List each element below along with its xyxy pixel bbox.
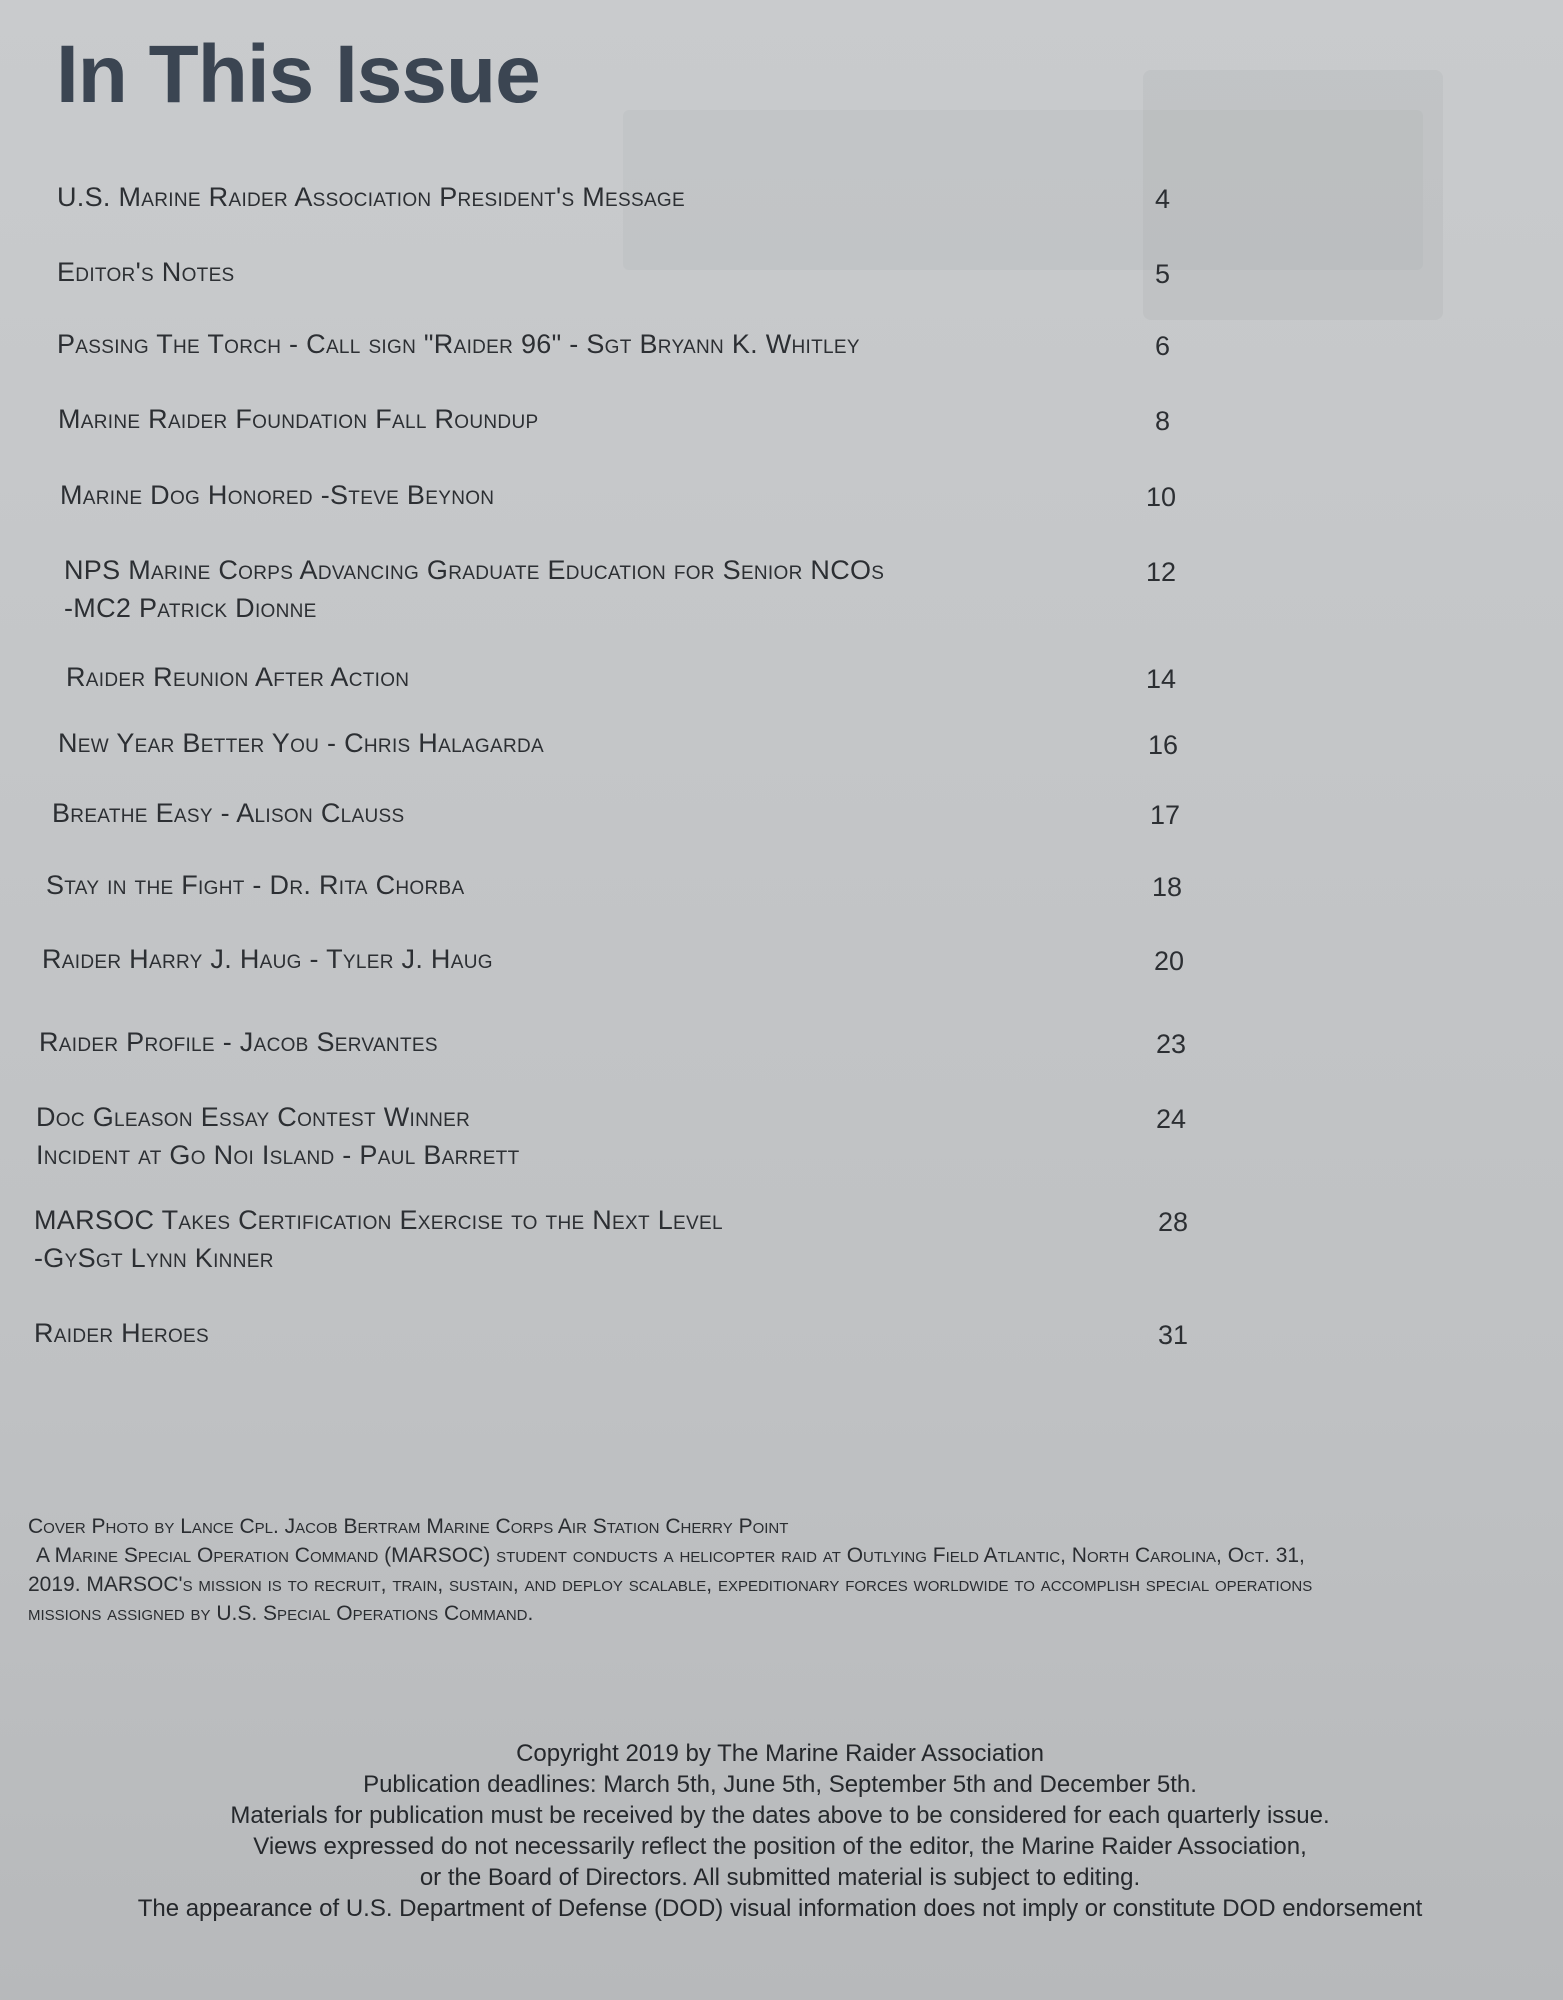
toc-title: Marine Raider Foundation Fall Roundup <box>58 404 539 434</box>
toc-entry <box>60 476 494 514</box>
toc-page-number: 23 <box>1155 1029 1186 1059</box>
cover-photo-credit <box>28 1512 1528 1628</box>
toc-page-number: 31 <box>1157 1320 1188 1350</box>
toc-entry <box>58 724 544 762</box>
toc-title: MARSOC Takes Certification Exercise to the Next Level <box>34 1205 723 1235</box>
toc-entry <box>46 866 464 904</box>
toc-title: Stay in the Fight - Dr. Rita Chorba <box>46 870 465 900</box>
toc-page-number: 28 <box>1157 1207 1188 1237</box>
toc-title: U.S. Marine Raider Association President's Message <box>57 182 685 212</box>
toc-page-number: 8 <box>1154 406 1170 436</box>
toc-entry <box>57 253 235 291</box>
toc-entry <box>36 1098 520 1174</box>
toc-entry <box>57 325 860 363</box>
background-masthead-watermark <box>623 110 1423 270</box>
board-line: or the Board of Directors. All submitted material is subject to editing. <box>419 1864 1141 1891</box>
toc-page-number: 17 <box>1149 800 1180 830</box>
toc-title-continued: -MC2 Patrick Dionne <box>64 593 317 623</box>
toc-entry <box>64 551 884 627</box>
toc-title: Passing The Torch - Call sign "Raider 96" - Sgt Bryann K. Whitley <box>57 329 860 359</box>
materials-line: Materials for publication must be received by the dates above to be considered for each quarterly issue. <box>230 1802 1330 1829</box>
toc-entry <box>34 1201 723 1277</box>
toc-entry <box>58 400 538 438</box>
toc-title: NPS Marine Corps Advancing Graduate Education for Senior NCOs <box>64 555 885 585</box>
toc-entry <box>34 1314 209 1352</box>
toc-entry <box>66 658 409 696</box>
toc-title: Raider Harry J. Haug - Tyler J. Haug <box>42 944 493 974</box>
cover-credit-line: 2019. MARSOC's mission is to recruit, train, sustain, and deploy scalable, expeditionary forces worldwide to accomplish special operations <box>28 1573 1313 1596</box>
toc-page-number: 10 <box>1145 482 1176 512</box>
page-heading: In This Issue <box>56 29 540 120</box>
copyright-line: Copyright 2019 by The Marine Raider Association <box>516 1740 1044 1767</box>
toc-entry <box>57 178 685 216</box>
toc-title: Breathe Easy - Alison Clauss <box>52 798 405 828</box>
toc-entry <box>39 1023 438 1061</box>
background-logo-watermark <box>1143 70 1443 320</box>
toc-page-number: 6 <box>1154 331 1170 361</box>
toc-title-continued: Incident at Go Noi Island - Paul Barrett <box>36 1140 520 1170</box>
toc-title: Raider Reunion After Action <box>66 662 410 692</box>
toc-page-number: 18 <box>1151 872 1182 902</box>
toc-title: Raider Heroes <box>34 1318 209 1348</box>
toc-page-number: 16 <box>1147 730 1178 760</box>
toc-page-number: 4 <box>1154 184 1170 214</box>
toc-page-number: 12 <box>1145 557 1176 587</box>
toc-page-number: 5 <box>1154 259 1170 289</box>
toc-title: New Year Better You - Chris Halagarda <box>58 728 544 758</box>
toc-title-continued: -GySgt Lynn Kinner <box>34 1243 274 1273</box>
views-line: Views expressed do not necessarily reflect the position of the editor, the Marine Raider Association, <box>253 1833 1307 1860</box>
dod-disclaimer-line: The appearance of U.S. Department of Defense (DOD) visual information does not imply or constitute DOD endorsement <box>137 1895 1423 1922</box>
cover-credit-line: missions assigned by U.S. Special Operations Command. <box>28 1602 534 1625</box>
toc-title: Raider Profile - Jacob Servantes <box>39 1027 438 1057</box>
toc-entry <box>42 940 493 978</box>
cover-credit-line: A Marine Special Operation Command (MARSOC) student conducts a helicopter raid at Outlying Field Atlantic, North Carolina, Oct. 31, <box>36 1544 1305 1567</box>
toc-title: Doc Gleason Essay Contest Winner <box>36 1102 471 1132</box>
toc-title: Editor's Notes <box>57 257 235 287</box>
cover-credit-line: Cover Photo by Lance Cpl. Jacob Bertram Marine Corps Air Station Cherry Point <box>28 1515 789 1538</box>
publication-footer <box>20 1738 1540 1924</box>
toc-page-number: 14 <box>1145 664 1176 694</box>
deadlines-line: Publication deadlines: March 5th, June 5th, September 5th and December 5th. <box>363 1771 1197 1798</box>
toc-page-number: 24 <box>1155 1104 1186 1134</box>
toc-page-number: 20 <box>1153 946 1184 976</box>
toc-title: Marine Dog Honored -Steve Beynon <box>60 480 495 510</box>
toc-entry <box>52 794 404 832</box>
